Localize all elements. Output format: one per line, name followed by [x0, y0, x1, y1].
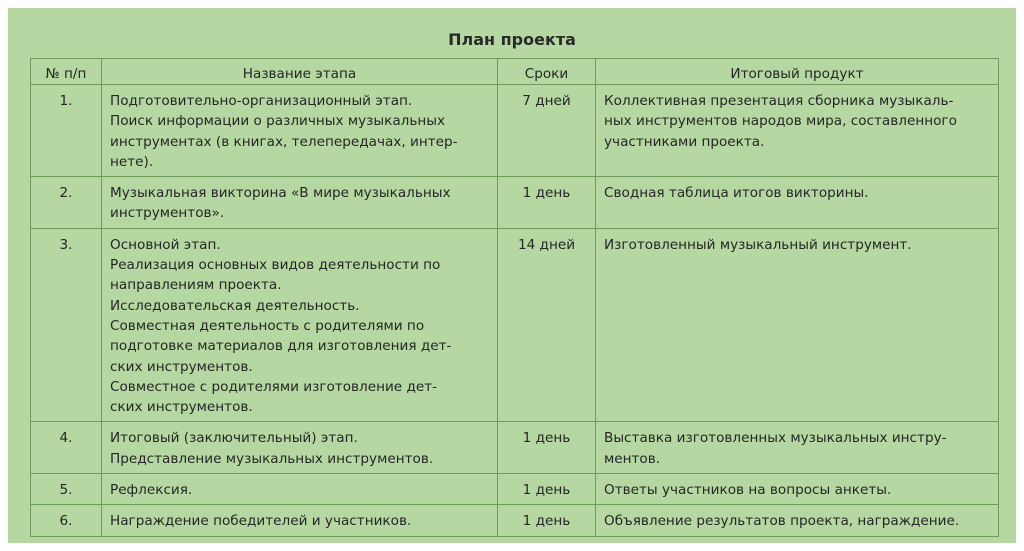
stage-line: Совместное с родителями изготовление дет-: [110, 378, 438, 395]
table-row: [31, 85, 999, 177]
stage-line: ских инструментов.: [110, 399, 253, 416]
stage-name: [102, 422, 498, 474]
table-row: [31, 505, 999, 536]
stage-line: инструментах (в книгах, телепередачах, интер-: [110, 133, 458, 150]
stage-line: Представление музыкальных инструментов.: [110, 450, 434, 467]
product-line: Сводная таблица итогов викторины.: [604, 185, 869, 202]
stage-product: [596, 422, 999, 474]
product-line: ментов.: [604, 450, 661, 467]
stage-line: Исследовательская деятельность.: [110, 297, 360, 314]
stage-line: Поиск информации о различных музыкальных: [110, 113, 446, 130]
stage-product: [596, 474, 999, 505]
stage-line: Реализация основных видов деятельности по: [110, 257, 441, 274]
stage-term: 7 дней: [498, 85, 596, 177]
stage-term: 1 день: [498, 505, 596, 536]
stage-name: [102, 228, 498, 422]
table-row: [31, 177, 999, 229]
row-number: 1.: [31, 85, 102, 177]
row-number: 3.: [31, 228, 102, 422]
stage-term: 1 день: [498, 177, 596, 229]
product-line: Выставка изготовленных музыкальных инстру-: [604, 430, 947, 447]
product-line: Коллективная презентация сборника музыкаль-: [604, 93, 954, 109]
table-row: [31, 228, 999, 422]
stage-line: направлениям проекта.: [110, 277, 282, 294]
product-line: Объявление результатов проекта, награждение.: [604, 513, 960, 530]
stage-term: 14 дней: [498, 228, 596, 422]
stage-line: Музыкальная викторина «В мире музыкальных: [110, 185, 451, 202]
stage-product: [596, 505, 999, 536]
stage-line: Основной этап.: [110, 236, 221, 253]
table-row: [31, 422, 999, 474]
stage-line: ских инструментов.: [110, 358, 253, 375]
product-line: ных инструментов народов мира, составленного: [604, 113, 957, 130]
stage-name: [102, 177, 498, 229]
stage-product: [596, 85, 999, 177]
stage-term: 1 день: [498, 474, 596, 505]
stage-line: Рефлексия.: [110, 482, 193, 499]
stage-name: [102, 505, 498, 536]
row-number: 5.: [31, 474, 102, 505]
stage-line: Итоговый (заключительный) этап.: [110, 430, 358, 447]
stage-line: Награждение победителей и участников.: [110, 513, 412, 530]
stage-term: 1 день: [498, 422, 596, 474]
stage-product: [596, 228, 999, 422]
header-stage: Название этапа: [102, 59, 498, 85]
header-product: Итоговый продукт: [596, 59, 999, 85]
product-line: Изготовленный музыкальный инструмент.: [604, 236, 912, 253]
stage-line: Подготовительно-организационный этап.: [110, 93, 413, 109]
stage-line: нете).: [110, 153, 154, 170]
product-line: участниками проекта.: [604, 133, 765, 150]
stage-product: [596, 177, 999, 229]
project-plan-panel: [8, 8, 1016, 543]
header-term: Сроки: [498, 59, 596, 85]
header-row: [31, 59, 999, 85]
row-number: 4.: [31, 422, 102, 474]
header-num: № п/п: [31, 59, 102, 85]
stage-line: подготовке материалов для изготовления дет-: [110, 338, 452, 355]
product-line: Ответы участников на вопросы анкеты.: [604, 482, 892, 499]
project-plan-table: [30, 58, 999, 537]
stage-line: Совместная деятельность с родителями по: [110, 317, 425, 334]
table-body: [31, 85, 999, 537]
stage-name: [102, 85, 498, 177]
table-row: [31, 474, 999, 505]
row-number: 6.: [31, 505, 102, 536]
stage-line: инструментов».: [110, 205, 225, 222]
row-number: 2.: [31, 177, 102, 229]
table-title: План проекта: [448, 30, 576, 49]
stage-name: [102, 474, 498, 505]
